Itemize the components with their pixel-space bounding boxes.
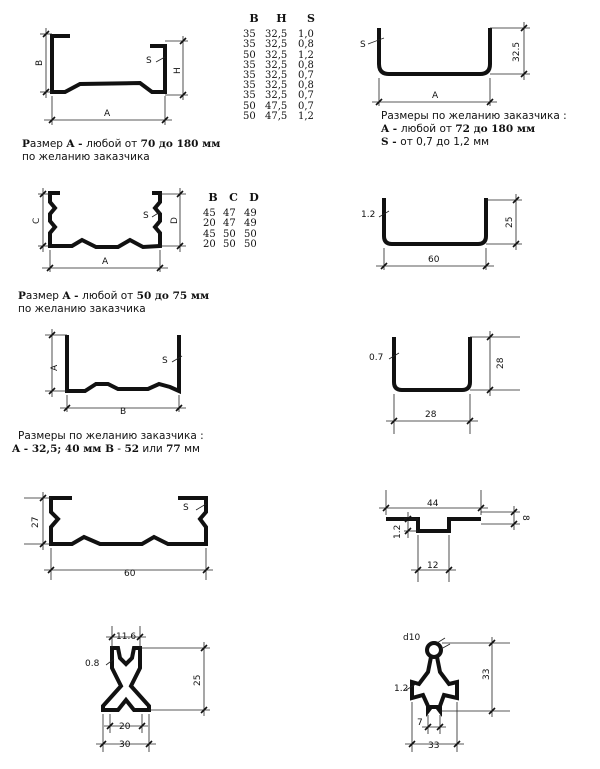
p7-dim-h: 27	[31, 516, 41, 528]
table-bcd-cell: 50	[223, 228, 236, 240]
table-bhs-cell: 35	[243, 29, 256, 41]
profile-4	[361, 194, 522, 270]
table-bhs-cell: 32,5	[265, 80, 288, 92]
note-1	[22, 138, 220, 164]
table-bcd-cell: 47	[223, 208, 236, 220]
p10-dim-bot: 33	[428, 741, 440, 751]
note-2-text: любой от	[400, 123, 456, 135]
note-2-line-1: Размеры по желанию заказчика :	[381, 110, 567, 122]
p8-dim-h: 8	[520, 515, 530, 521]
table-bcd-header-cell: B	[208, 191, 218, 204]
p3-dim-s: S	[143, 211, 149, 221]
profile-9	[85, 626, 210, 752]
note-3-key: A -	[62, 290, 83, 302]
profile-2-shape	[379, 28, 490, 74]
p9-dim-bot: 30	[119, 740, 131, 750]
note-1-text: азмер	[29, 138, 67, 150]
p7-dim-w: 60	[124, 569, 136, 579]
p4-dim-t: 1.2	[361, 210, 376, 220]
note-4-key: A - 32,5; 40 мм B	[12, 443, 114, 455]
table-bhs-cell: 35	[243, 70, 256, 82]
p10-dim-mid: 7	[417, 718, 423, 728]
p6-dim-t: 0.7	[369, 353, 384, 363]
p4-dim-h: 25	[505, 216, 515, 228]
note-1-text: любой от	[86, 138, 141, 150]
note-1-range: 70 до 180 мм	[140, 138, 221, 150]
table-bhs-header-cell: S	[307, 12, 315, 25]
table-bcd-cell: 47	[223, 218, 236, 230]
table-bcd-cell: 49	[244, 208, 257, 220]
p5-dim-b: B	[120, 407, 127, 417]
table-bhs-cell: 32,5	[265, 59, 288, 71]
table-bcd-header	[203, 193, 264, 209]
note-3-text: любой от	[82, 290, 137, 302]
p1-dim-s: S	[146, 56, 152, 66]
profile-2	[360, 22, 530, 106]
profile-10-ring	[427, 643, 441, 657]
p2-dim-s: S	[360, 40, 366, 50]
table-bhs-cell: 0,8	[298, 80, 314, 92]
note-1-lead: Р	[22, 138, 30, 150]
table-bhs-cell: 50	[243, 100, 256, 112]
p6-dim-h: 28	[496, 357, 506, 369]
p9-dim-top: 11.6	[116, 632, 137, 642]
table-bcd-cell: 45	[203, 228, 216, 240]
p8-dim-t: 1.2	[393, 524, 403, 539]
note-1-line-2: по желанию заказчика	[22, 151, 150, 163]
p5-dim-s: S	[162, 356, 168, 366]
table-bcd-cell: 50	[244, 228, 257, 240]
table-bhs-row	[243, 112, 324, 122]
p1-dim-a: A	[104, 109, 111, 119]
note-2	[381, 110, 567, 149]
table-bcd-header-cell: D	[249, 191, 259, 204]
note-4-line-1: Размеры по желанию заказчика :	[18, 430, 204, 442]
table-bhs-header-cell: B	[249, 12, 259, 25]
p1-dim-b: B	[35, 59, 45, 66]
p5-dim-a: A	[50, 364, 60, 371]
profile-7	[24, 492, 213, 580]
note-2-key: A -	[381, 123, 401, 135]
note-4-text: мм	[180, 443, 200, 455]
table-bcd-cell: 50	[244, 238, 257, 250]
table-bcd-row	[203, 240, 264, 250]
p1-dim-h: H	[173, 67, 183, 74]
profile-10-shape	[412, 657, 457, 711]
p10-dim-t: 1.2	[394, 684, 409, 694]
note-3-lead: Р	[18, 290, 26, 302]
note-3-line-2: по желанию заказчика	[18, 303, 146, 315]
table-bhs-body	[243, 30, 324, 122]
note-2-line-3	[381, 136, 567, 149]
p10-dim-h: 33	[482, 668, 492, 680]
table-bhs-header-cell: H	[276, 12, 287, 25]
table-bhs-cell: 32,5	[265, 39, 288, 51]
table-bcd	[203, 193, 264, 250]
note-4-value: 77	[166, 443, 181, 455]
table-bhs-cell: 1,0	[298, 29, 314, 41]
p2-dim-a: A	[432, 91, 439, 101]
table-bhs-cell: 50	[243, 110, 256, 122]
note-3-range: 50 до 75 мм	[136, 290, 210, 302]
profile-1	[35, 28, 188, 125]
table-bhs-cell: 47,5	[265, 100, 288, 112]
table-bhs-cell: 0,7	[298, 90, 314, 102]
note-4-value: 52	[124, 443, 140, 455]
note-2-range: 72 до 180 мм	[455, 123, 536, 135]
p3-dim-d: D	[170, 217, 180, 224]
table-bhs-cell: 32,5	[265, 90, 288, 102]
note-4	[12, 430, 204, 456]
table-bhs	[243, 14, 324, 122]
table-bhs-cell: 35	[243, 90, 256, 102]
table-bhs-cell: 0,7	[298, 70, 314, 82]
profile-6	[369, 331, 520, 434]
table-bhs-cell: 35	[243, 39, 256, 51]
table-bhs-cell: 50	[243, 49, 256, 61]
profile-3	[32, 188, 186, 272]
table-bcd-body	[203, 209, 264, 250]
table-bcd-cell: 20	[203, 238, 216, 250]
note-3	[18, 290, 209, 316]
p7-dim-s: S	[183, 503, 189, 513]
table-bhs-cell: 47,5	[265, 110, 288, 122]
profile-6-shape	[394, 337, 470, 390]
table-bhs-cell: 0,7	[298, 100, 314, 112]
table-bcd-cell: 50	[223, 238, 236, 250]
profile-9-shape	[103, 648, 149, 710]
p3-dim-c: C	[32, 217, 42, 224]
note-1-key: A -	[66, 138, 87, 150]
p3-dim-a: A	[102, 257, 109, 267]
note-4-line-2	[12, 443, 204, 456]
table-bhs-cell: 35	[243, 59, 256, 71]
note-3-line-1	[18, 290, 209, 303]
p9-dim-mid: 20	[119, 722, 131, 732]
table-bhs-cell: 1,2	[298, 110, 314, 122]
table-bhs-header	[243, 14, 324, 30]
p10-dim-d: d10	[403, 633, 421, 643]
note-4-text: или	[139, 443, 167, 455]
p8-dim-bot: 12	[427, 561, 439, 571]
p8-dim-top: 44	[427, 499, 439, 509]
note-2-key: S -	[381, 136, 401, 148]
note-1-line-1	[22, 138, 220, 151]
table-bhs-cell: 32,5	[265, 49, 288, 61]
p2-dim-h: 32.5	[512, 41, 522, 62]
note-4-text: -	[113, 443, 125, 455]
table-bhs-cell: 32,5	[265, 29, 288, 41]
table-bcd-header-cell: C	[229, 191, 238, 204]
table-bhs-cell: 35	[243, 80, 256, 92]
note-2-text: от 0,7 до 1,2 мм	[400, 136, 490, 148]
profile-10	[394, 633, 510, 752]
note-2-line-2	[381, 123, 567, 136]
profile-5	[45, 329, 186, 417]
table-bhs-cell: 0,8	[298, 59, 314, 71]
p9-dim-t: 0.8	[85, 659, 100, 669]
p4-dim-w: 60	[428, 255, 440, 265]
table-bhs-cell: 0,8	[298, 39, 314, 51]
profile-4-shape	[384, 198, 486, 244]
table-bhs-cell: 32,5	[265, 70, 288, 82]
table-bcd-cell: 45	[203, 208, 216, 220]
table-bhs-cell: 1,2	[298, 49, 314, 61]
p9-dim-h: 25	[193, 674, 203, 686]
profile-8	[379, 490, 530, 582]
table-bcd-cell: 49	[244, 218, 257, 230]
note-3-text: азмер	[25, 290, 63, 302]
p6-dim-w: 28	[425, 410, 437, 420]
table-bcd-cell: 20	[203, 218, 216, 230]
